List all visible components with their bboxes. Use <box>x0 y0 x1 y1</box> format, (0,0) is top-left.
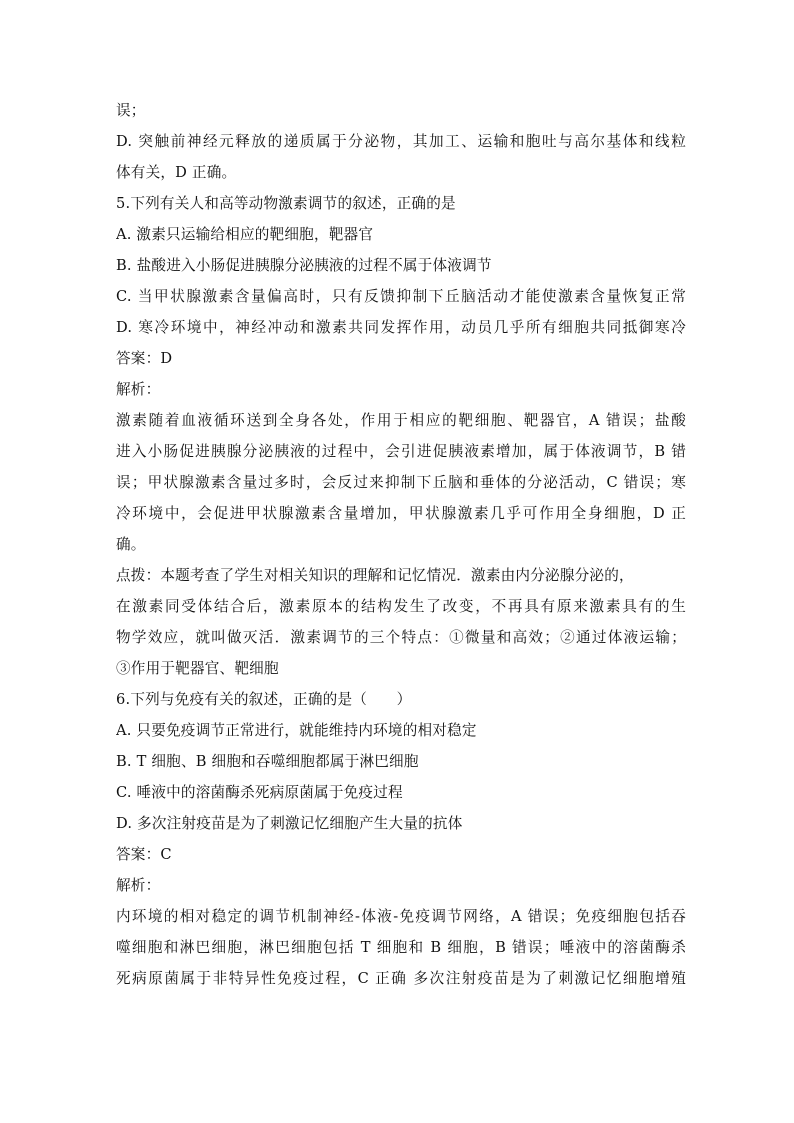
text-line: 进入小肠促进胰腺分泌胰液的过程中，会引进促胰液素增加，属于体液调节，B 错 <box>116 443 686 460</box>
question-title: 5.下列有关人和高等动物激素调节的叙述，正确的是 <box>116 195 456 212</box>
text-line: 冷环境中，会促进甲状腺激素含量增加，甲状腺激素几乎可作用全身细胞，D 正 <box>116 505 686 522</box>
option-line: D. 多次注射疫苗是为了刺激记忆细胞产生大量的抗体 <box>116 815 463 832</box>
option-line: A. 激素只运输给相应的靶细胞，靶器官 <box>116 226 374 243</box>
option-line: B. T 细胞、B 细胞和吞噬细胞都属于淋巴细胞 <box>116 753 419 770</box>
text-line: 死病原菌属于非特异性免疫过程，C 正确 多次注射疫苗是为了刺激记忆细胞增殖 <box>116 970 686 987</box>
option-line: C. 当甲状腺激素含量偏高时，只有反馈抑制下丘脑活动才能使激素含量恢复正常 <box>116 288 686 305</box>
text-line: 激素随着血液循环送到全身各处，作用于相应的靶细胞、靶器官，A 错误；盐酸 <box>116 412 686 429</box>
text-line: D. 突触前神经元释放的递质属于分泌物，其加工、运输和胞吐与高尔基体和线粒 <box>116 133 686 150</box>
analysis-label: 解析： <box>116 877 161 894</box>
text-line: 体有关，D 正确。 <box>116 164 237 181</box>
text-line: 内环境的相对稳定的调节机制神经-体液-免疫调节网络，A 错误；免疫细胞包括吞 <box>116 908 686 925</box>
question-title: 6.下列与免疫有关的叙述，正确的是（ ） <box>116 691 412 708</box>
text-line: ③作用于靶器官、靶细胞 <box>116 660 279 677</box>
option-line: A. 只要免疫调节正常进行，就能维持内环境的相对稳定 <box>116 722 477 739</box>
answer-line: 答案：D <box>116 350 173 367</box>
text-line: 误；甲状腺激素含量过多时，会反过来抑制下丘脑和垂体的分泌活动，C 错误；寒 <box>116 474 686 491</box>
text-line: 点拨：本题考查了学生对相关知识的理解和记忆情况．激素由内分泌腺分泌的， <box>116 567 634 584</box>
option-line: B. 盐酸进入小肠促进胰腺分泌胰液的过程不属于体液调节 <box>116 257 492 274</box>
text-line: 在激素同受体结合后，激素原本的结构发生了改变，不再具有原来激素具有的生 <box>116 598 686 615</box>
answer-line: 答案：C <box>116 846 172 863</box>
analysis-label: 解析： <box>116 381 161 398</box>
text-line: 物学效应，就叫做灭活．激素调节的三个特点：①微量和高效；②通过体液运输； <box>116 629 686 646</box>
text-line: 噬细胞和淋巴细胞，淋巴细胞包括 T 细胞和 B 细胞，B 错误；唾液中的溶菌酶杀 <box>116 939 686 956</box>
option-line: C. 唾液中的溶菌酶杀死病原菌属于免疫过程 <box>116 784 403 801</box>
option-line: D. 寒冷环境中，神经冲动和激素共同发挥作用，动员几乎所有细胞共同抵御寒冷 <box>116 319 686 336</box>
text-line: 误； <box>116 102 146 119</box>
text-line: 确。 <box>116 536 146 553</box>
